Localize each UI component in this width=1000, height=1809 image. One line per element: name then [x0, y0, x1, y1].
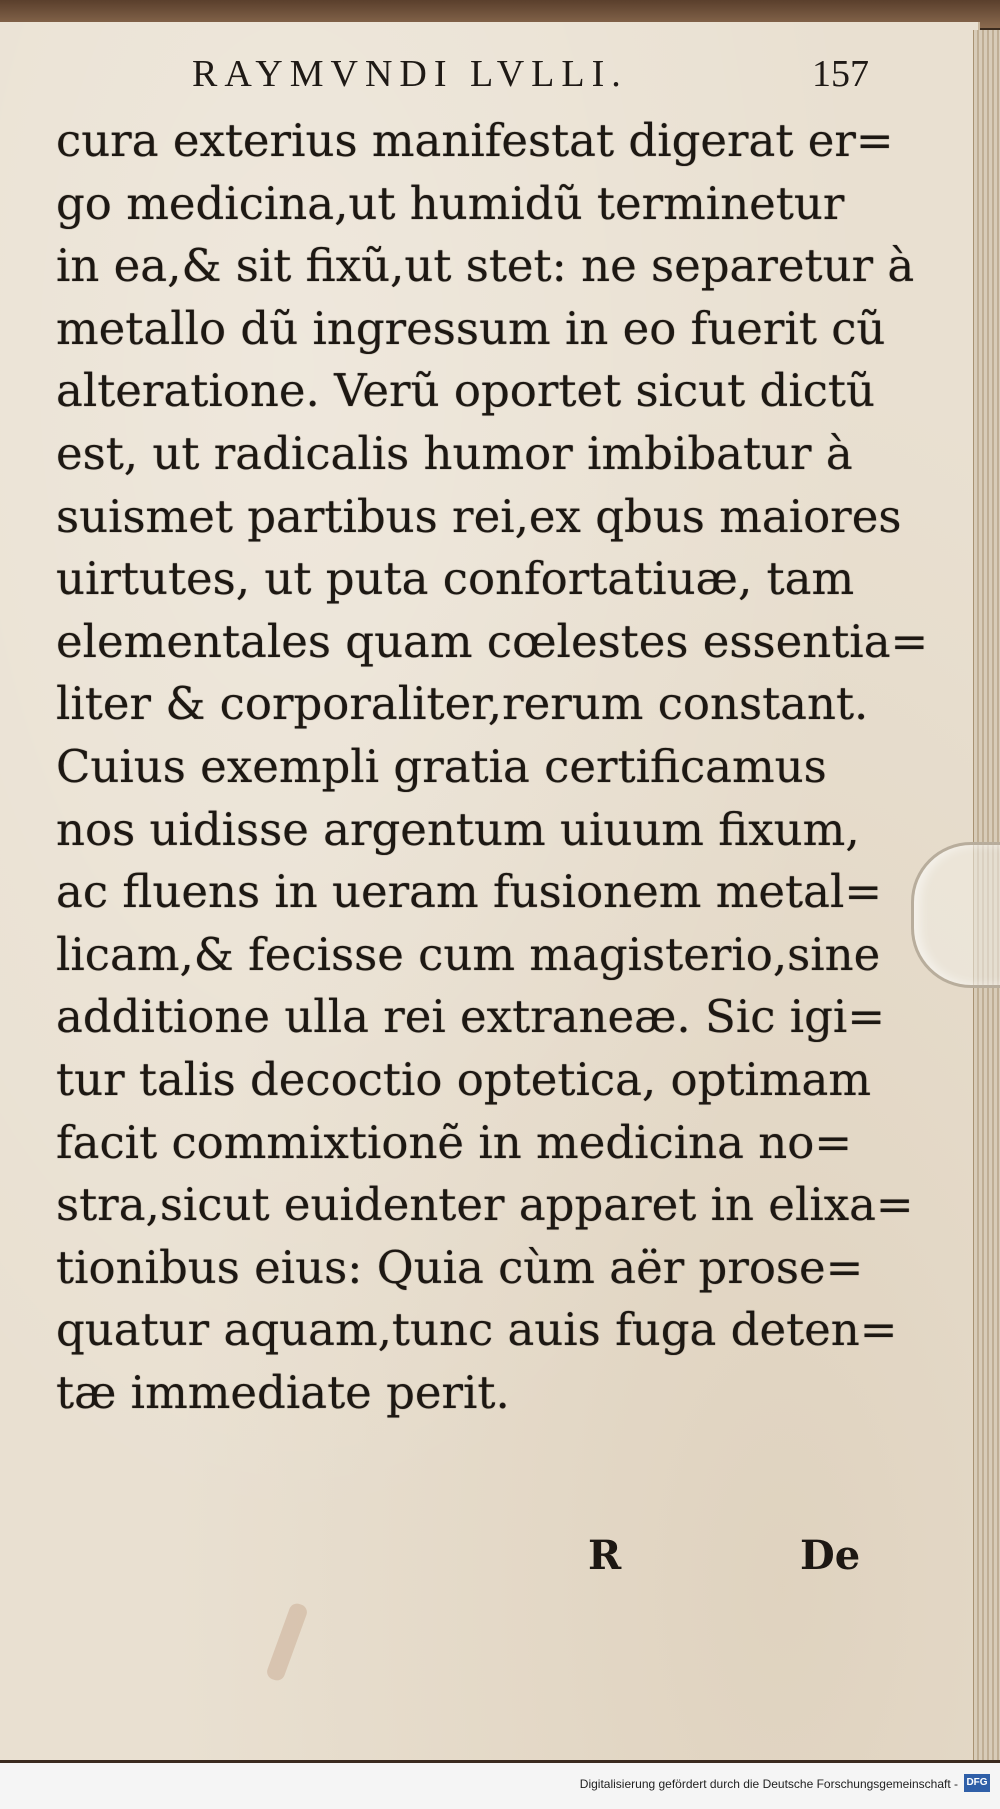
text-line: uirtutes, ut puta confortatiuæ, tam [56, 552, 855, 606]
text-line: go medicina,ut humidũ terminetur [56, 176, 845, 230]
funding-credit: Digitalisierung gefördert durch die Deutsche Forschungsgemeinschaft - [579, 1777, 958, 1791]
text-line: est, ut radicalis humor imbibatur à [56, 426, 853, 480]
text-line: elementales quam cœlestes essentia= [56, 614, 929, 668]
paper-stain [265, 1601, 309, 1682]
catchword: De [800, 1532, 861, 1579]
text-line: nos uidisse argentum uiuum fixum, [56, 802, 860, 856]
dfg-logo: DFG [964, 1774, 990, 1792]
footer-bar [0, 1763, 1000, 1809]
text-line: tionibus eius: Quia cùm aër prose= [56, 1240, 864, 1294]
page-number: 157 [812, 53, 869, 95]
text-line: facit commixtionẽ in medicina no= [56, 1115, 853, 1169]
text-line: alteratione. Verũ oportet sicut dictũ [56, 364, 875, 418]
text-line: suismet partibus rei,ex qbus maiores [56, 489, 902, 543]
running-head: RAYMVNDI LVLLI. [192, 53, 628, 95]
signature-mark: R [588, 1532, 622, 1579]
text-line: licam,& fecisse cum magisterio,sine [56, 927, 881, 981]
book-page [0, 22, 980, 1760]
text-line: stra,sicut euidenter apparet in elixa= [56, 1178, 914, 1232]
text-line: ac fluens in ueram fusionem metal= [56, 865, 883, 919]
text-line: tæ immediate perit. [56, 1365, 510, 1419]
text-line: metallo dũ ingressum in eo fuerit cũ [56, 301, 886, 355]
page-header [0, 52, 978, 102]
text-line: cura exterius manifestat digerat er= [56, 114, 894, 167]
body-text [56, 110, 929, 1424]
bookmark-clip [911, 842, 1000, 988]
text-line: Cuius exempli gratia certificamus [56, 739, 827, 793]
text-line: quatur aquam,tunc auis fuga deten= [56, 1303, 898, 1357]
text-line: liter & corporaliter,rerum constant. [56, 677, 869, 731]
catchword-line [0, 1532, 978, 1592]
text-line: in ea,& sit fixũ,ut stet: ne separetur à [56, 239, 915, 293]
text-line: additione ulla rei extraneæ. Sic igi= [56, 990, 886, 1044]
text-line: tur talis decoctio optetica, optimam [56, 1052, 872, 1106]
